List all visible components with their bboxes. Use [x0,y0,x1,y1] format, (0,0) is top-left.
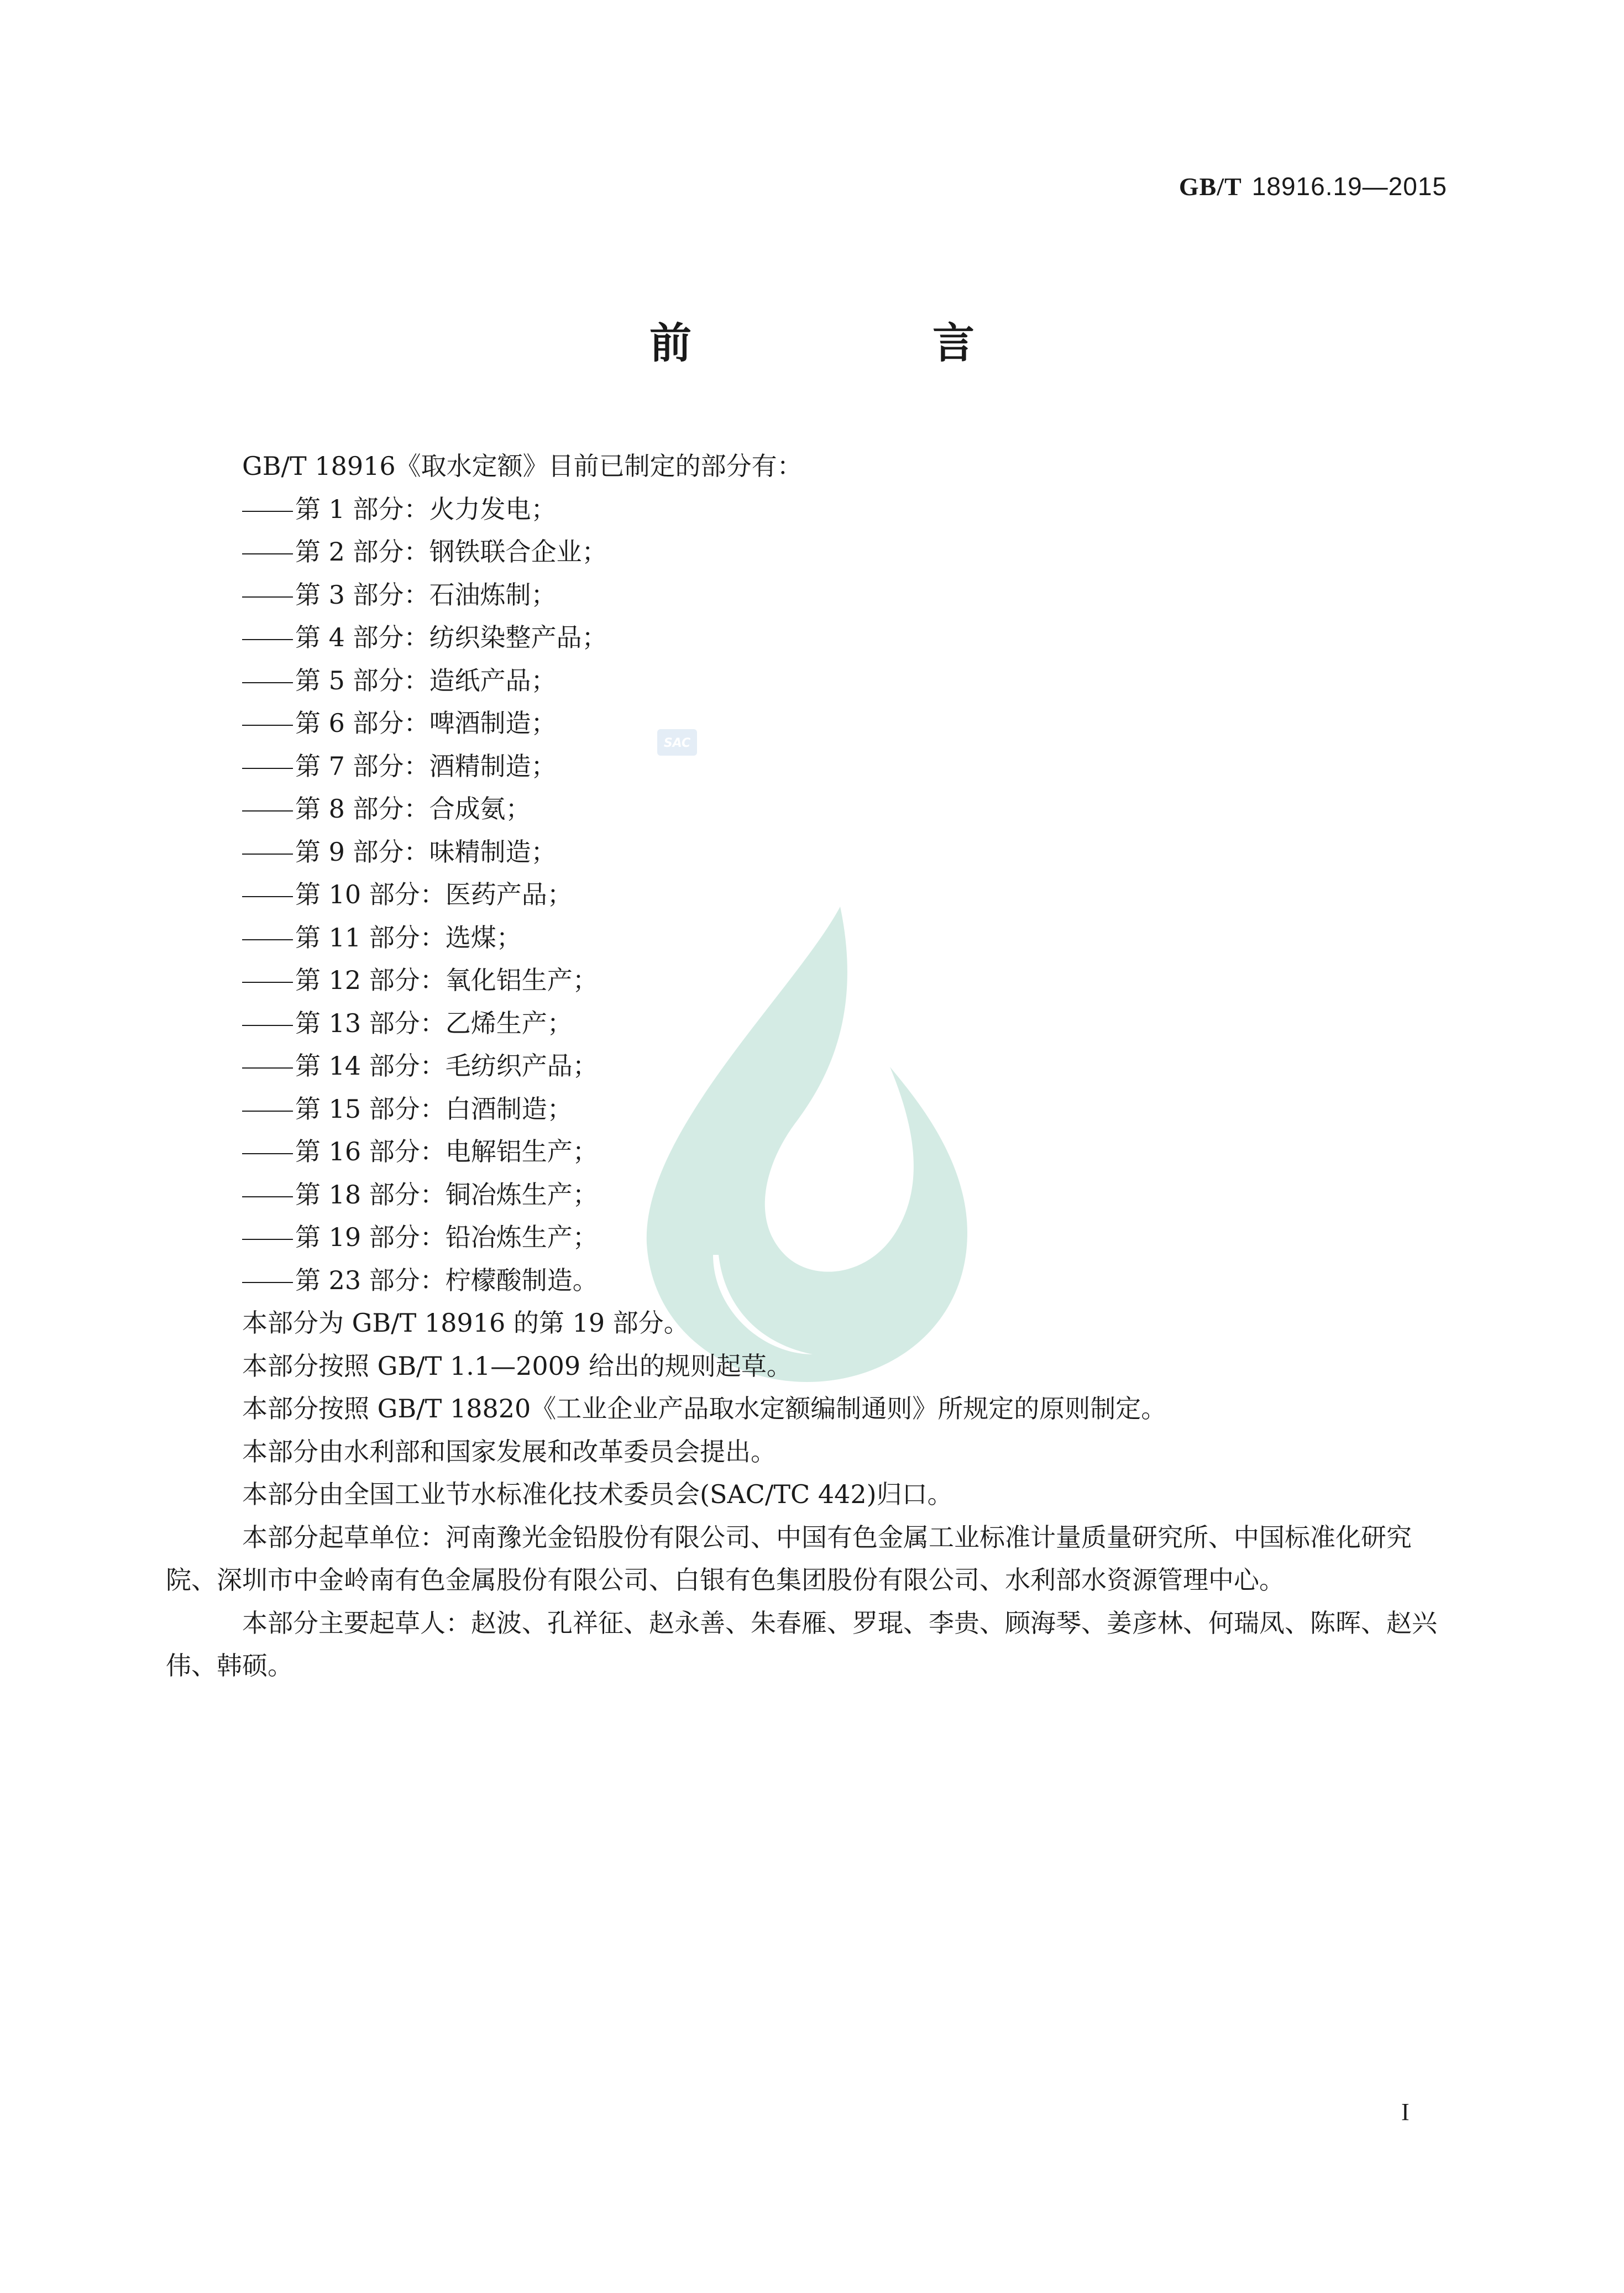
intro-paragraph: GB/T 18916《取水定额》目前已制定的部分有： [242,451,803,481]
list-item: 第 12 部分：氧化铝生产； [166,959,1459,1002]
page-title: 前 言 [649,318,1074,368]
preface-body [166,445,1459,1688]
list-item: 第 9 部分：味精制造； [166,831,1459,874]
dash-marker [242,1153,293,1154]
list-item: 第 19 部分：铅冶炼生产； [166,1216,1459,1259]
dash-marker [242,596,293,598]
drafting-rules-statement: 本部分按照 GB/T 1.1—2009 给出的规则起草。 [242,1350,792,1381]
dash-marker [242,1067,293,1069]
list-item: 第 13 部分：乙烯生产； [166,1002,1459,1045]
list-item: 第 3 部分：石油炼制； [166,574,1459,617]
page-number: I [1401,2098,1410,2126]
list-item: 第 4 部分：纺织染整产品； [166,616,1459,659]
dash-marker [242,553,293,554]
list-item: 第 2 部分：钢铁联合企业； [166,531,1459,574]
proposer-statement: 本部分由水利部和国家发展和改革委员会提出。 [242,1436,776,1467]
dash-marker [242,1025,293,1026]
list-item: 第 23 部分：柠檬酸制造。 [166,1259,1459,1302]
list-item: 第 15 部分：白酒制造； [166,1088,1459,1131]
drafting-units-statement: 本部分起草单位：河南豫光金铅股份有限公司、中国有色金属工业标准计量质量研究所、中国标准化研究院、深圳市中金岭南有色金属股份有限公司、白银有色集团股份有限公司、水利部水资源管理中心。 [166,1522,1412,1595]
list-item: 第 5 部分：造纸产品； [166,659,1459,703]
dash-marker [242,810,293,812]
list-item: 第 11 部分：选煤； [166,917,1459,960]
dash-marker [242,725,293,726]
standard-prefix: GB/T [1178,172,1242,201]
list-item: 第 7 部分：酒精制造； [166,745,1459,788]
dash-marker [242,939,293,940]
list-item: 第 14 部分：毛纺织产品； [166,1045,1459,1088]
dash-marker [242,1111,293,1112]
dash-marker [242,682,293,683]
standard-code: 18916.19—2015 [1251,172,1447,201]
list-item: 第 6 部分：啤酒制造； [166,702,1459,745]
dash-marker [242,768,293,769]
list-item: 第 10 部分：医药产品； [166,873,1459,917]
dash-marker [242,639,293,640]
list-item: 第 1 部分：火力发电； [166,488,1459,531]
drafters-statement: 本部分主要起草人：赵波、孔祥征、赵永善、朱春雁、罗琨、李贵、顾海琴、姜彦林、何瑞凤、陈晖、赵兴伟、韩硕。 [166,1608,1437,1681]
dash-marker [242,511,293,512]
parts-list [166,488,1459,1302]
list-item: 第 8 部分：合成氨； [166,788,1459,831]
dash-marker [242,1239,293,1240]
sac-watermark-text: SAC [663,736,691,750]
dash-marker [242,896,293,897]
committee-statement: 本部分由全国工业节水标准化技术委员会(SAC/TC 442)归口。 [242,1479,953,1509]
principles-statement: 本部分按照 GB/T 18820《工业企业产品取水定额编制通则》所规定的原则制定。 [242,1394,1167,1423]
standard-number [1179,171,1447,201]
list-item: 第 16 部分：电解铝生产； [166,1130,1459,1174]
part-number-statement: 本部分为 GB/T 18916 的第 19 部分。 [242,1308,689,1338]
dash-marker [242,982,293,983]
dash-marker [242,1196,293,1197]
dash-marker [242,1282,293,1283]
dash-marker [242,854,293,855]
list-item: 第 18 部分：铜冶炼生产； [166,1174,1459,1217]
